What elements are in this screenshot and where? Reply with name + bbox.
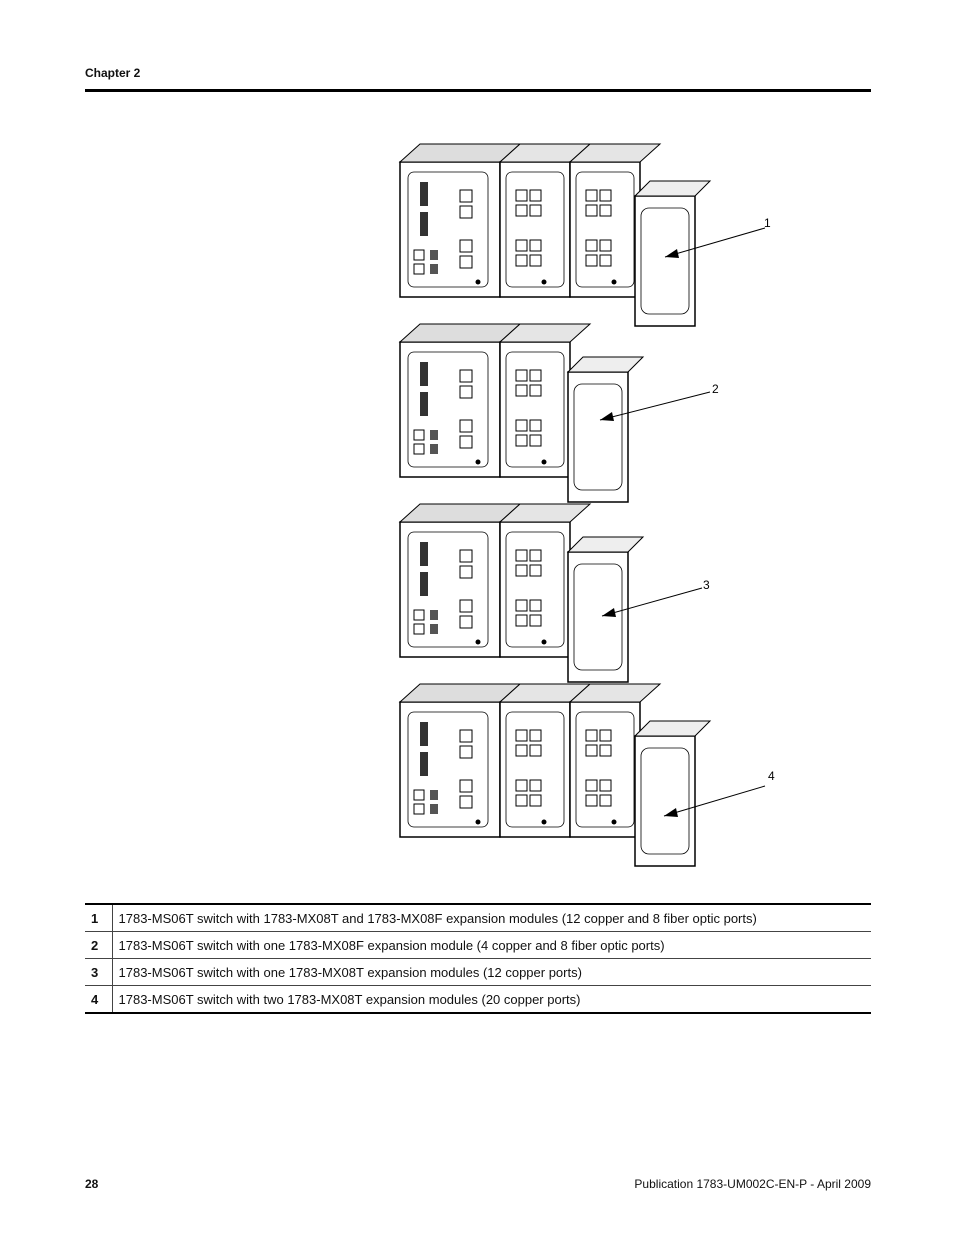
publication-info: Publication 1783-UM002C-EN-P - April 2009 (634, 1177, 871, 1191)
page-number: 28 (85, 1177, 99, 1191)
legend-row (85, 986, 871, 1014)
header-rule (85, 89, 871, 92)
legend-table (85, 903, 871, 1014)
legend-row-number: 4 (85, 986, 112, 1014)
callout-1: 1 (764, 216, 771, 230)
chapter-label: Chapter 2 (85, 66, 141, 80)
legend-row-number: 1 (85, 904, 112, 932)
legend-row-number: 3 (85, 959, 112, 986)
callout-4: 4 (768, 769, 775, 783)
callout-3: 3 (703, 578, 710, 592)
callout-2: 2 (712, 382, 719, 396)
configuration-3 (400, 504, 702, 682)
legend-row (85, 959, 871, 986)
switch-drawing (380, 130, 800, 870)
legend-row (85, 904, 871, 932)
legend-row-number: 2 (85, 932, 112, 959)
legend-row-text: 1783-MS06T switch with one 1783-MX08T expansion modules (12 copper ports) (112, 959, 871, 986)
legend-row-text: 1783-MS06T switch with 1783-MX08T and 1783-MX08F expansion modules (12 copper and 8 fiber optic ports) (112, 904, 871, 932)
configuration-4 (400, 684, 765, 866)
legend-row-text: 1783-MS06T switch with two 1783-MX08T expansion modules (20 copper ports) (112, 986, 871, 1014)
legend-row-text: 1783-MS06T switch with one 1783-MX08F expansion module (4 copper and 8 fiber optic ports) (112, 932, 871, 959)
configuration-1 (400, 144, 765, 326)
switch-configurations-figure (380, 130, 800, 870)
legend-row (85, 932, 871, 959)
configuration-2 (400, 324, 710, 502)
